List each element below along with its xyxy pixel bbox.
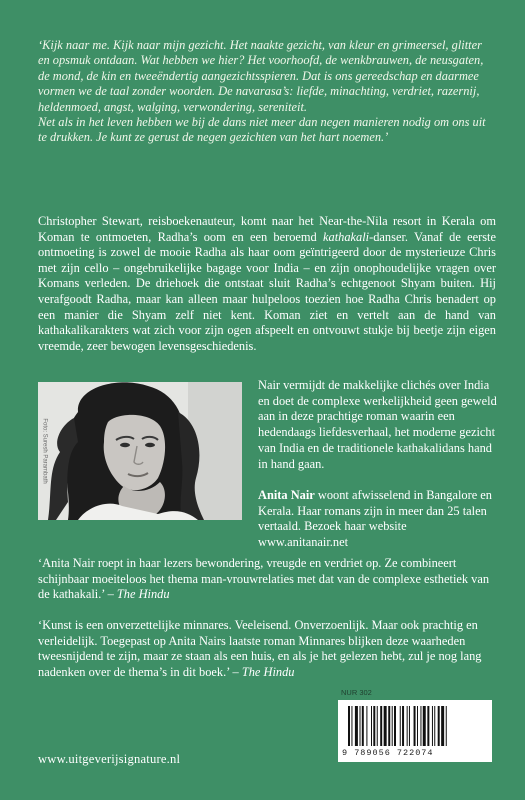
barcode-bar [423,706,426,746]
author-name: Anita Nair [258,488,315,502]
barcode-bar [432,706,433,746]
bio-text: woont afwisselend in Bangalore en Kerala. Haar romans zijn in meer dan 25 talen vertaald. Bezoek haar website www.anitanair.net [258,488,493,550]
barcode-bar [362,706,364,746]
nur-code: NUR 302 [341,688,372,697]
quote-paragraph [38,556,498,603]
barcode-bar [441,706,444,746]
barcode-bar [402,706,404,746]
excerpt-paragraph: Net als in het leven hebben we bij de dans niet meer dan negen manieren nodig om ons uit te drukken. Je kunt ze gerust de negen gezichten van het hart noemen.’ [38,115,486,145]
review-paragraph: Nair vermijdt de makkelijke clichés over India en doet de complexe werkelijkheid geen geweld aan in deze prachtige roman waarin een hedendaags liefdesverhaal, het moderne gezicht van India en de traditionele kathakalidans hand in hand gaan. [258,378,497,471]
synopsis-italic: kathakali [323,229,370,244]
barcode-bar [388,706,390,746]
quote-text: ‘Anita Nair roept in haar lezers bewondering, vreugde en verdriet op. Ze combineert schijnbaar moeiteloos het thema man-vrouwrelaties met dat van de complexe esthetiek van de kathakali.’ – [38,556,490,602]
synopsis-text: Christopher Stewart, reisboekenauteur, komt naar het Near-the-Nila resort in Kerala om Koman te ontmoeten, Radha’s oom en een beroemd [38,214,496,244]
barcode-bar [446,706,447,746]
isbn-number: 9 789056 722074 [342,748,434,758]
bio-paragraph [258,488,498,551]
barcode-bar [366,706,367,746]
barcode-bar [371,706,372,746]
barcode-bar [438,706,440,746]
review-text [258,378,498,472]
barcode-bar [414,706,416,746]
publisher-website: www.uitgeverijsignature.nl [38,752,181,766]
barcode-bar [384,706,387,746]
excerpt-quote [38,38,496,146]
quote-source: The Hindu [116,587,170,602]
photo-credit [38,382,52,520]
barcode-bars [348,706,482,746]
isbn-barcode [338,700,492,762]
photo-credit-text: Foto: Suresh Parambath [42,418,48,484]
barcode-bar [394,706,396,746]
excerpt-paragraph: ‘Kijk naar me. Kijk naar mijn gezicht. Het naakte gezicht, van kleur en grimeersel, glitter en opsmuk ontdaan. Wat hebben we hier? Het voorhoofd, de wenkbrauwen, de neusgaten, de mond, de kin en tweeëndertig aangezichtsspieren. Dat is ons gereedschap en daarmee vormen we de taal zonder woorden. De navarasa’s: liefde, minachting, verdriet, razernij, heldenmoed, angst, walging, verwondering, sereniteit. [38,38,484,114]
barcode-bar [407,706,408,746]
synopsis [38,214,496,354]
quote-source: The Hindu [241,664,295,679]
barcode-bar [348,706,350,746]
press-quote-2 [38,618,498,680]
barcode-bar [351,706,352,746]
barcode-bar [434,706,435,746]
quote-text: ‘Kunst is een onverzettelijke minnares. Veeleisend. Onverzoenlijk. Maar ook prachtig en verleidelijk. Toegepast op Anita Nairs laatste roman Minnares blijken deze waarheden tweesnijdend te zijn, maar ze staan als een huis, en als je het gelezen hebt, zul je nog lang nadenken over de thema’s in dit boek.’ – [38,618,482,679]
synopsis-paragraph [38,214,496,354]
synopsis-text: -danser. Vanaf de eerste ontmoeting is zowel de mooie Radha als haar oom geïntrigeerd door de mysterieuze Chris met zijn cello – ongebruikelijke bagage voor India – en zijn onophoudelijke vragen over Komans verleden. De driehoek die ontstaat sluit Radha’s echtgenoot Shyam buiten. Hij verafgoodt Radha, maar kan alleen maar hulpeloos toezien hoe Radha Chris benadert op een manier die Shyam zelf niet kent. Koman ziet en vertelt aan de hand van kathakalikarakters wat zich voor zijn ogen afspeelt en ontvouwt stukje bij beetje zijn eigen vreemde, zeer bewogen levensgeschiedenis. [38,229,496,353]
barcode-bar [400,706,401,746]
barcode-bar [360,706,361,746]
quote-paragraph [38,618,498,680]
author-bio [258,488,498,551]
barcode-bar [373,706,375,746]
author-photo [38,382,242,520]
barcode-bar [377,706,378,746]
author-portrait-image [38,382,242,520]
barcode-bar [380,706,382,746]
barcode-bar [417,706,418,746]
barcode-bar [427,706,429,746]
barcode-bar [420,706,421,746]
barcode-bar [409,706,410,746]
barcode-bar [355,706,358,746]
barcode-bar [392,706,393,746]
press-quote-1 [38,556,498,603]
